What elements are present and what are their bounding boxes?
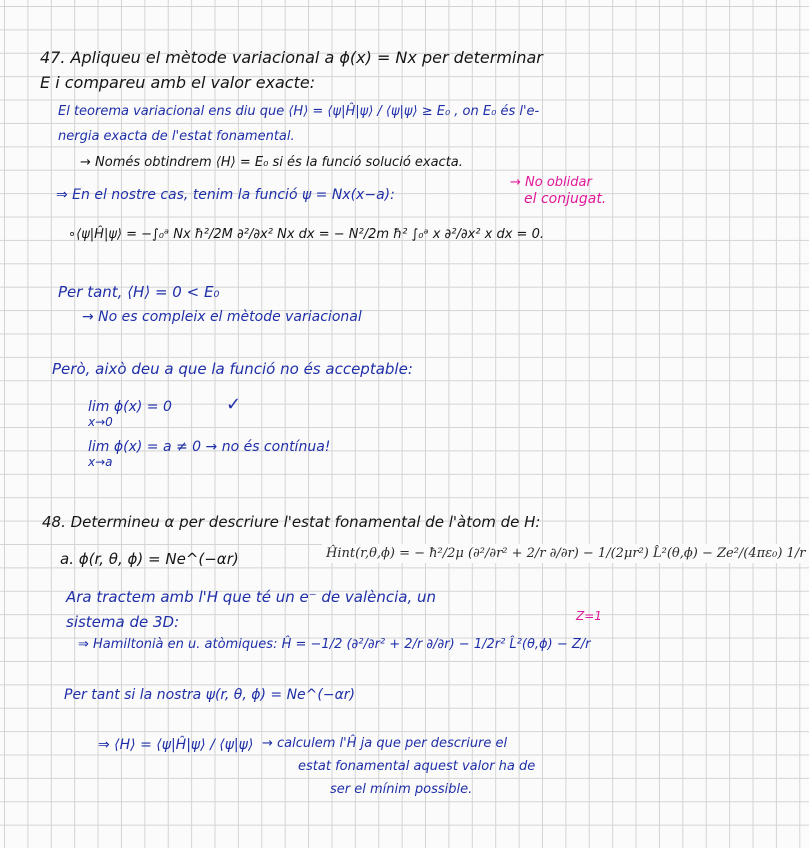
z-equals-one-note: Z=1 bbox=[576, 609, 602, 623]
checkmark-icon: ✓ bbox=[226, 394, 242, 415]
calc-line3: ser el mínim possible. bbox=[330, 782, 473, 797]
atomic-units-hamiltonian: ⇒ Hamiltonià en u. atòmiques: Ĥ = −1/2 (∂²/∂r² + 2/r ∂/∂r) − 1/2r² L̂²(θ,ɸ) − Z/r bbox=[78, 637, 591, 652]
calc-line1: → calculem l'Ĥ ja que per descriure el bbox=[262, 736, 508, 751]
limit-2: lim ɸ(x) = a ≠ 0 → no és contínua! bbox=[88, 439, 331, 455]
problem48-title: 48. Determineu α per descriure l'estat fonamental de l'àtom de H: bbox=[42, 513, 541, 531]
problem47-title-line1: 47. Apliqueu el mètode variacional a ɸ(x) = Nx per determinar bbox=[40, 48, 543, 67]
conjugate-note-line1: → No oblidar bbox=[510, 175, 592, 190]
treating-line1: Ara tractem amb l'H que té un e⁻ de valència, un bbox=[66, 588, 437, 606]
therefore-psi-line: Per tant si la nostra ψ(r, θ, ɸ) = Ne^(−αr) bbox=[64, 687, 356, 703]
expectation-value: ⇒ ⟨H⟩ = ⟨ψ|Ĥ|ψ⟩ / ⟨ψ|ψ⟩ bbox=[98, 737, 254, 753]
however-line: Però, això deu a que la funció no és acceptable: bbox=[52, 360, 413, 378]
exact-solution-note: → Només obtindrem ⟨H⟩ = E₀ si és la funció solució exacta. bbox=[80, 155, 463, 170]
limit-1: lim ɸ(x) = 0 bbox=[88, 399, 172, 415]
limit-1-subscript: x→0 bbox=[88, 415, 113, 429]
our-case-line: ⇒ En el nostre cas, tenim la funció ψ = Nx(x−a): bbox=[56, 187, 395, 203]
therefore-line: Per tant, ⟨H⟩ = 0 < E₀ bbox=[58, 283, 220, 301]
problem47-title-line2: E i compareu amb el valor exacte: bbox=[40, 73, 316, 92]
conjugate-note-line2: el conjugat. bbox=[524, 191, 607, 207]
theorem-line2: nergia exacta de l'estat fonamental. bbox=[58, 129, 295, 144]
theorem-line1: El teorema variacional ens diu que ⟨H⟩ = ⟨ψ|Ĥ|ψ⟩ / ⟨ψ|ψ⟩ ≥ E₀ , on E₀ és l'e- bbox=[58, 104, 540, 119]
problem48-part-a: a. ɸ(r, θ, ɸ) = Ne^(−αr) bbox=[60, 550, 239, 568]
hamiltonian-formula-image: Ĥint(r,θ,ϕ) = − ħ²/2μ (∂²/∂r² + 2/r ∂/∂r) − 1/(2μr²) L̂²(θ,ϕ) − Ze²/(4πε₀) 1/r bbox=[322, 544, 809, 563]
limit-2-subscript: x→a bbox=[88, 455, 113, 469]
integral-calculation: ∘⟨ψ|Ĥ|ψ⟩ = −∫₀ᵃ Nx ħ²/2M ∂²/∂x² Nx dx = − N²/2m ħ² ∫₀ᵃ x ∂²/∂x² x dx = 0. bbox=[68, 227, 544, 242]
calc-line2: estat fonamental aquest valor ha de bbox=[298, 759, 536, 774]
not-fulfilled-line: → No es compleix el mètode variacional bbox=[82, 309, 362, 325]
treating-line2: sistema de 3D: bbox=[66, 613, 180, 631]
